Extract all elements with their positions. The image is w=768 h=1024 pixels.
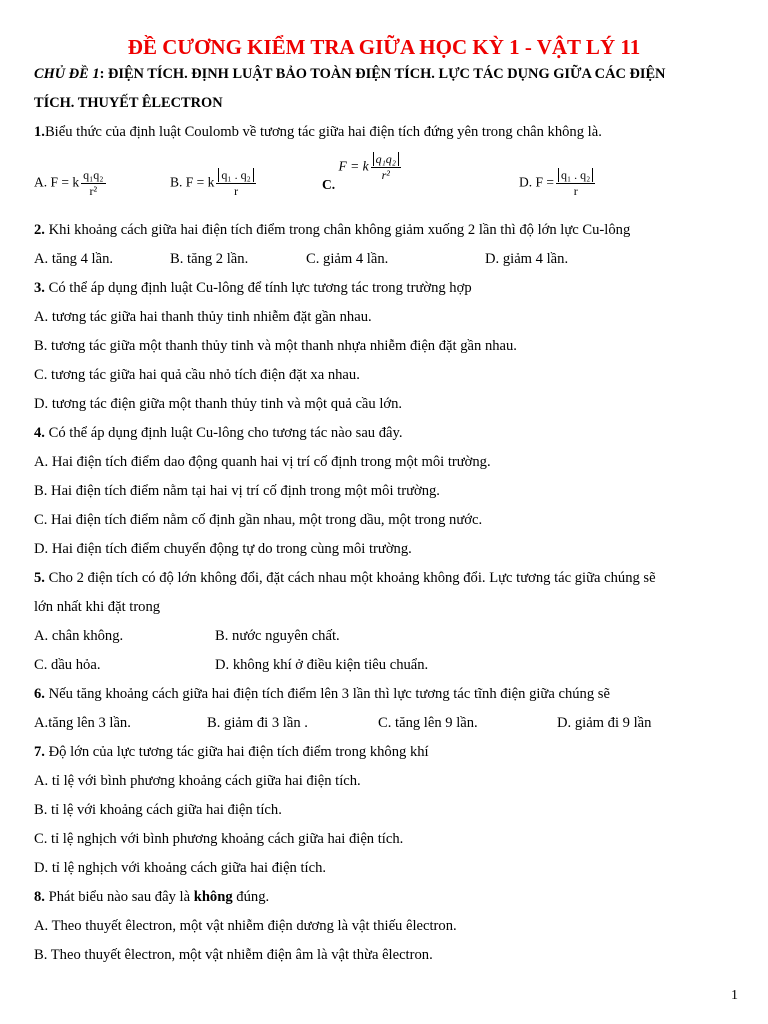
option-8a: A. Theo thuyết êlectron, một vật nhiễm điện dương là vật thiếu êlectron. bbox=[34, 918, 457, 934]
option-4a: A. Hai điện tích điểm dao động quanh hai vị trí cố định trong một môi trường. bbox=[34, 454, 491, 470]
question-5 bbox=[34, 568, 656, 588]
topic-heading bbox=[34, 64, 665, 84]
option-1c: C. F = k $\frac{\text{q₁q₂}}{\text{r²}}$ bbox=[322, 152, 403, 183]
question-number: 2. bbox=[34, 222, 45, 238]
option-7a: A. tỉ lệ với bình phương khoảng cách giữa hai điện tích. bbox=[34, 773, 361, 789]
topic-heading-line2: TÍCH. THUYẾT ÊLECTRON bbox=[34, 95, 223, 111]
question-text: Phát biểu nào sau đây là bbox=[44, 889, 194, 905]
fraction: $\frac{\text{q₁q₂}}{\text{r²}}$ bbox=[371, 152, 401, 183]
option-2b: B. tăng 2 lần. bbox=[170, 251, 249, 267]
question-7 bbox=[34, 742, 429, 762]
option-5a: A. chân không. bbox=[34, 628, 124, 644]
option-4d: D. Hai điện tích điểm chuyển động tự do trong cùng môi trường. bbox=[34, 541, 412, 557]
emphasis-text: không bbox=[193, 889, 233, 905]
topic-prefix: CHỦ ĐỀ 1 bbox=[34, 66, 100, 82]
option-7b: B. tỉ lệ với khoảng cách giữa hai điện tích. bbox=[34, 802, 282, 818]
option-6d: D. giảm đi 9 lần bbox=[557, 715, 652, 731]
question-text-end: đúng. bbox=[232, 889, 270, 905]
question-text: Có thể áp dụng định luật Cu-lông cho tương tác nào sau đây. bbox=[44, 425, 403, 441]
question-number: 7. bbox=[34, 744, 45, 760]
option-7c: C. tỉ lệ nghịch với bình phương khoảng cách giữa hai điện tích. bbox=[34, 831, 404, 847]
option-3d: D. tương tác điện giữa một thanh thủy tinh và một quả cầu lớn. bbox=[34, 396, 403, 412]
question-6 bbox=[34, 684, 610, 704]
question-number: 8. bbox=[34, 889, 45, 905]
question-number: 5. bbox=[34, 570, 45, 586]
question-number: 3. bbox=[34, 280, 45, 296]
question-5-cont: lớn nhất khi đặt trong bbox=[34, 599, 161, 615]
option-6c: C. tăng lên 9 lần. bbox=[378, 715, 478, 731]
document-title: ĐỀ CƯƠNG KIỂM TRA GIỮA HỌC KỲ 1 - VẬT LÝ 11 bbox=[127, 35, 641, 59]
question-3 bbox=[34, 278, 472, 298]
option-4b: B. Hai điện tích điểm nằm tại hai vị trí cố định trong một môi trường. bbox=[34, 483, 440, 499]
option-5c: C. dầu hỏa. bbox=[34, 657, 101, 673]
question-text: Biểu thức của định luật Coulomb về tương tác giữa hai điện tích đứng yên trong chân không là. bbox=[44, 124, 602, 140]
question-number: 4. bbox=[34, 425, 45, 441]
option-2c: C. giảm 4 lần. bbox=[306, 251, 389, 267]
option-1a: A. F = k $\frac{\text{q₁q₂}}{\text{r²}}$ bbox=[34, 168, 104, 198]
option-5b: B. nước nguyên chất. bbox=[215, 628, 340, 644]
question-text: Nếu tăng khoảng cách giữa hai điện tích điểm lên 3 lần thì lực tương tác tĩnh điện giữa chúng sẽ bbox=[44, 686, 610, 702]
option-4c: C. Hai điện tích điểm nằm cố định gần nhau, một trong dầu, một trong nước. bbox=[34, 512, 483, 528]
option-6b: B. giảm đi 3 lần . bbox=[207, 715, 308, 731]
option-3a: A. tương tác giữa hai thanh thủy tinh nhiễm đặt gần nhau. bbox=[34, 309, 372, 325]
option-2a: A. tăng 4 lần. bbox=[34, 251, 114, 267]
option-3c: C. tương tác giữa hai quả cầu nhỏ tích điện đặt xa nhau. bbox=[34, 367, 360, 383]
option-7d: D. tỉ lệ nghịch với khoảng cách giữa hai điện tích. bbox=[34, 860, 327, 876]
question-text: Cho 2 điện tích có độ lớn không đổi, đặt cách nhau một khoảng không đổi. Lực tương tác giữa chúng sẽ bbox=[44, 570, 656, 586]
option-3b: B. tương tác giữa một thanh thủy tinh và một thanh nhựa nhiễm điện đặt gần nhau. bbox=[34, 338, 517, 354]
question-2 bbox=[34, 220, 630, 240]
option-5d: D. không khí ở điều kiện tiêu chuẩn. bbox=[215, 657, 429, 673]
question-number: 1. bbox=[34, 124, 45, 140]
fraction: $\frac{\text{q₁q₂}}{\text{r²}}$ bbox=[83, 168, 104, 198]
option-6a: A.tăng lên 3 lần. bbox=[34, 715, 131, 731]
option-2d: D. giảm 4 lần. bbox=[485, 251, 569, 267]
topic-line1: : ĐIỆN TÍCH. ĐỊNH LUẬT BẢO TOÀN ĐIỆN TÍCH. LỰC TÁC DỤNG GIỮA CÁC ĐIỆN bbox=[99, 66, 666, 82]
question-8 bbox=[34, 887, 269, 907]
option-1b: B. F = k $\frac{\text{q₁ . q₂}}{r}$ bbox=[170, 168, 258, 199]
question-text: Có thể áp dụng định luật Cu-lông để tính lực tương tác trong trường hợp bbox=[44, 280, 472, 296]
fraction: $\frac{\text{q₁ . q₂}}{r}$ bbox=[556, 168, 595, 199]
page-number: 1 bbox=[731, 988, 738, 1003]
question-text: Khi khoảng cách giữa hai điện tích điểm trong chân không giảm xuống 2 lần thì độ lớn lực Cu-lông bbox=[44, 222, 631, 238]
question-4 bbox=[34, 423, 403, 443]
question-text: Độ lớn của lực tương tác giữa hai điện tích điểm trong không khí bbox=[44, 744, 429, 760]
question-number: 6. bbox=[34, 686, 45, 702]
fraction: $\frac{\text{q₁ . q₂}}{r}$ bbox=[216, 168, 255, 199]
question-1 bbox=[34, 122, 602, 142]
option-1d: D. F = $\frac{\text{q₁ . q₂}}{r}$ bbox=[519, 168, 597, 199]
option-8b: B. Theo thuyết êlectron, một vật nhiễm điện âm là vật thừa êlectron. bbox=[34, 947, 433, 963]
